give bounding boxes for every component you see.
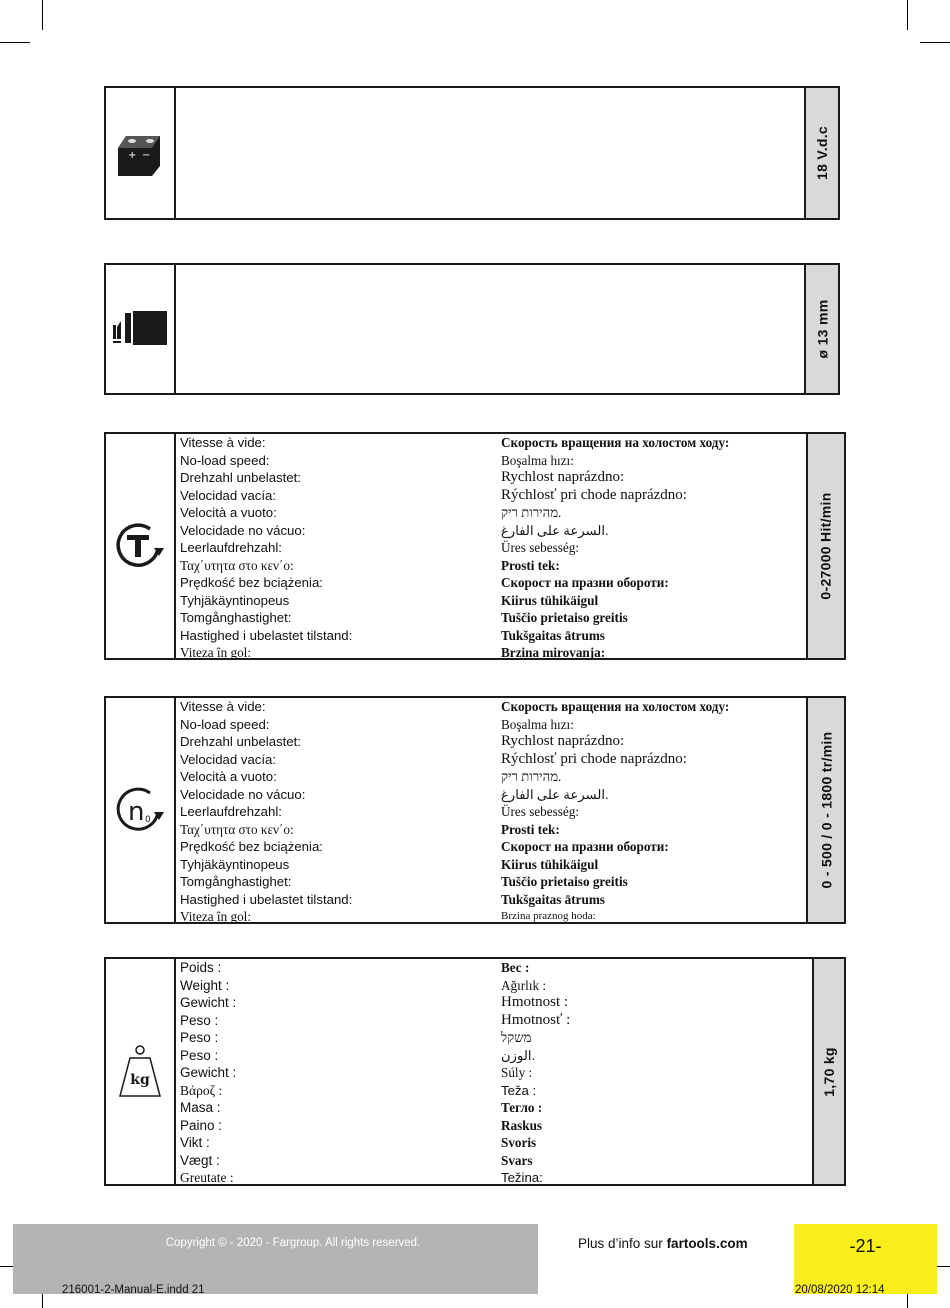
label-column-right [501,698,729,926]
label-ru: Вес : [501,960,530,975]
rotation-speed-icon [112,782,168,838]
print-date: 20/08/2020 12:14 [795,1284,885,1296]
label-sk: Hmotnosť : [501,1011,571,1028]
weight-icon-label: kg [130,1071,150,1088]
label-hr: Težina: [501,1170,543,1185]
label-hr: Brzina mirovanja: [501,645,606,660]
impact-rate-icon [112,518,168,574]
label-column-left [180,959,236,1187]
label-sk: Rýchlosť pri chode naprázdno: [501,486,687,503]
icon-cell [106,265,176,393]
label-es: Velocidad vacía: [180,487,277,503]
weight-value: 1,70 kg [821,1046,838,1097]
value-cell [812,959,844,1184]
label-column-right [501,959,570,1187]
label-ro: Viteza în gol: [180,645,251,660]
spec-box-weight [104,957,846,1186]
icon-cell [106,434,176,658]
label-he: מהירות ריק. [501,769,562,784]
label-nl: Leerlaufdrehzahl: [180,804,282,819]
label-column-right [501,434,729,662]
label-et: Raskus [501,1117,543,1133]
label-sk: Rýchlosť pri chode naprázdno: [501,750,687,767]
copyright-text: Copyright © - 2020 - Fargroup. All rights reserved. [165,1237,421,1249]
label-en: Weight : [180,977,230,993]
label-he: מהירות ריק. [501,505,562,520]
icon-cell [106,698,176,922]
label-lt: Tuščio prietaiso greitis [501,610,628,625]
label-hr: Brzina praznog hoda: [501,910,596,922]
value-cell [806,434,844,658]
label-fi: Tyhjäkäyntinopeus [180,592,290,608]
spec-box-voltage [104,86,840,220]
label-sv: Tomgånghastighet: [180,610,292,625]
label-sl: Prosti tek: [501,557,560,573]
label-ru: Скорость вращения на холостом ходу: [501,699,730,714]
label-sl: Prosti tek: [501,821,560,837]
label-bg: Скорост на празни обороти: [501,839,669,854]
label-he: משקל [501,1030,532,1045]
label-ar: السرعة على الفارغ. [501,522,609,538]
crop-mark [0,42,30,43]
drill-chuck-icon [111,309,169,349]
label-hu: Üres sebesség: [501,540,580,555]
label-et: Kiirus tühikäigul [501,856,599,872]
label-it: Peso : [180,1030,219,1045]
label-pl: Prędkość bez bciążenia: [180,839,323,854]
icon-cell [106,959,176,1184]
speed-value: 0 - 500 / 0 - 1800 tr/min [818,731,834,889]
label-fr: Vitesse à vide: [180,699,266,714]
chuck-value: ø 13 mm [814,299,830,359]
crop-mark [42,0,43,30]
label-da: Vægt : [180,1152,220,1168]
label-et: Kiirus tühikäigul [501,592,599,608]
label-pt: Peso : [180,1047,219,1063]
voltage-value: 18 V.d.c [814,125,831,181]
label-fr: Poids : [180,960,222,975]
label-column-left [180,434,352,662]
label-ar: السرعة على الفارغ. [501,786,609,802]
label-bg: Тегло : [501,1100,543,1115]
label-fr: Vitesse à vide: [180,435,266,450]
label-el: Βάρoζ : [180,1082,223,1098]
label-lt: Tuščio prietaiso greitis [501,874,628,889]
impact-rate-value: 0-27000 Hit/min [818,492,834,600]
icon-cell [106,88,176,218]
label-it: Velocità a vuoto: [180,769,277,784]
label-tr: Boşalma hızı: [501,452,574,468]
website-link[interactable]: fartools.com [666,1236,748,1251]
label-lv: Svars [501,1152,533,1168]
spec-box-chuck [104,263,840,395]
label-hu: Üres sebesség: [501,804,580,819]
label-sv: Tomgånghastighet: [180,874,292,889]
spec-box-impact-rate [104,432,846,660]
label-cs: Hmotnost : [501,994,569,1010]
label-bg: Скорост на празни обороти: [501,575,669,590]
label-de: Gewicht : [180,995,237,1010]
svg-text:+: + [128,150,137,161]
label-ar: الوزن. [501,1047,535,1063]
crop-mark [907,0,908,30]
label-fi: Tyhjäkäyntinopeus [180,856,290,872]
label-it: Velocità a vuoto: [180,505,277,520]
label-fi: Paino : [180,1117,223,1133]
label-ro: Greutate : [180,1170,234,1185]
label-ru: Скорость вращения на холостом ходу: [501,435,730,450]
label-nl: Leerlaufdrehzahl: [180,540,282,555]
label-sl: Teža : [501,1082,537,1098]
label-da: Hastighed i ubelastet tilstand: [180,627,353,643]
label-lv: Tukšgaitas ātrums [501,627,605,643]
file-name: 216001-2-Manual-E.indd 21 [62,1284,205,1296]
weight-icon [118,1044,162,1100]
label-pl: Masa : [180,1100,221,1115]
label-ro: Viteza în gol: [180,909,251,924]
label-en: No-load speed: [180,452,270,468]
label-lt: Svoris [501,1135,537,1150]
label-column-left [180,698,352,926]
label-cs: Rychlost naprázdno: [501,733,625,749]
value-cell [804,88,838,218]
label-hu: Súly : [501,1065,533,1080]
label-cs: Rychlost naprázdno: [501,469,625,485]
label-de: Drehzahl unbelastet: [180,470,301,485]
value-cell [804,265,838,393]
label-es: Peso : [180,1012,219,1028]
value-cell [806,698,844,922]
label-tr: Boşalma hızı: [501,716,574,732]
svg-text:−: − [142,150,151,161]
icon-subscript: 0 [145,815,151,825]
label-da: Hastighed i ubelastet tilstand: [180,891,353,907]
label-es: Velocidad vacía: [180,751,277,767]
more-info-prefix: Plus d’info sur [578,1236,663,1251]
more-info [578,1236,748,1251]
crop-mark [920,42,950,43]
page-number: -21- [849,1236,882,1256]
label-el: Ταχ΄υτητα στο κεν΄ο: [180,821,294,837]
battery-icon [116,128,164,178]
spec-box-speed [104,696,846,924]
label-en: No-load speed: [180,716,270,732]
label-sv: Vikt : [180,1135,210,1150]
label-nl: Gewicht : [180,1065,237,1080]
label-tr: Ağırlık : [501,977,547,993]
label-el: Ταχ΄υτητα στο κεν΄ο: [180,557,294,573]
label-de: Drehzahl unbelastet: [180,734,301,749]
icon-letter: n [128,797,145,827]
label-lv: Tukšgaitas ātrums [501,891,605,907]
label-pl: Prędkość bez bciążenia: [180,575,323,590]
label-pt: Velocidade no vácuo: [180,786,306,802]
label-pt: Velocidade no vácuo: [180,522,306,538]
